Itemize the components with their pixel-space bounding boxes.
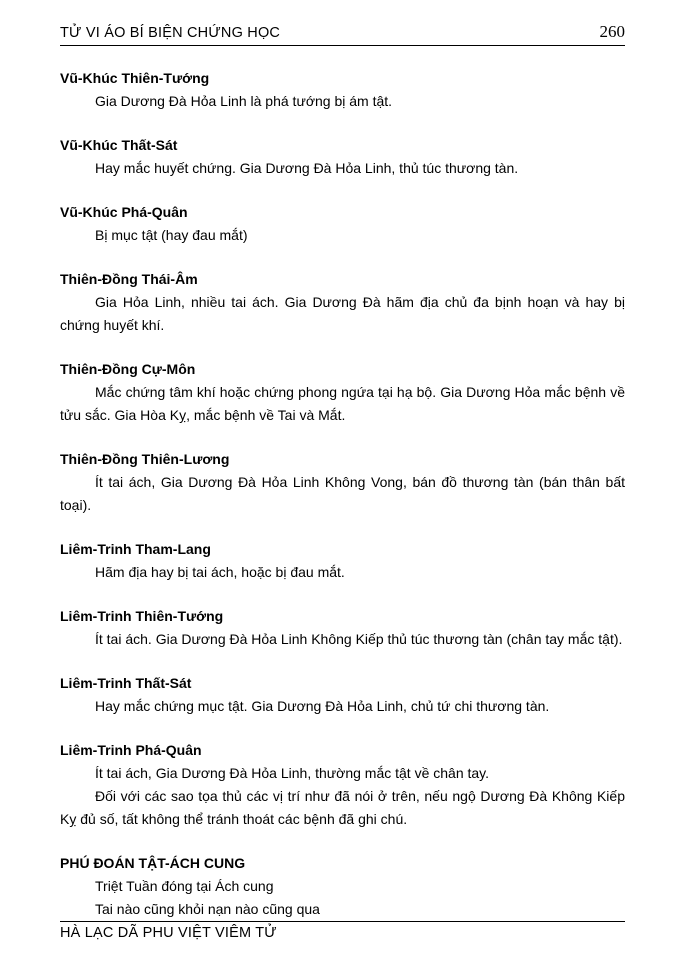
section-paragraphs — [60, 381, 625, 427]
page-header — [60, 22, 625, 46]
section-paragraphs — [60, 291, 625, 337]
section-heading: Liêm-Trinh Tham-Lang — [60, 541, 211, 557]
document-section — [60, 739, 625, 831]
paragraph: Ít tai ách. Gia Dương Đà Hỏa Linh Không Kiếp thủ túc thương tàn (chân tay mắc tật). — [95, 631, 623, 647]
paragraph: Gia Hỏa Linh, nhiều tai ách. Gia Dương Đà hãm địa chủ đa bịnh hoạn và hay bị chứng huyết khí. — [60, 294, 625, 333]
paragraph: Tai nào cũng khỏi nạn nào cũng qua — [95, 901, 320, 917]
document-section — [60, 852, 625, 921]
paragraph: Hay mắc chứng mục tật. Gia Dương Đà Hỏa Linh, chủ tứ chi thương tàn. — [95, 698, 550, 714]
section-heading: Vũ-Khúc Phá-Quân — [60, 204, 188, 220]
section-heading: Liêm-Trinh Phá-Quân — [60, 742, 202, 758]
section-paragraphs — [60, 157, 625, 180]
paragraph: Hãm địa hay bị tai ách, hoặc bị đau mắt. — [95, 564, 345, 580]
header-title: TỬ VI ÁO BÍ BIỆN CHỨNG HỌC — [60, 25, 281, 41]
document-section — [60, 605, 625, 651]
section-heading: Thiên-Đồng Thái-Âm — [60, 271, 198, 287]
page-number: 260 — [599, 22, 625, 41]
document-section — [60, 358, 625, 427]
document-section — [60, 672, 625, 718]
paragraph: Triệt Tuần đóng tại Ách cung — [95, 878, 274, 894]
section-paragraphs — [60, 561, 625, 584]
footer-text: HÀ LẠC DÃ PHU VIỆT VIÊM TỬ — [60, 925, 277, 941]
paragraph: Ít tai ách, Gia Dương Đà Hỏa Linh, thường mắc tật về chân tay. — [95, 765, 490, 781]
document-section — [60, 538, 625, 584]
section-heading: Vũ-Khúc Thiên-Tướng — [60, 70, 210, 86]
document-section — [60, 67, 625, 113]
document-body — [60, 67, 625, 921]
paragraph: Hay mắc huyết chứng. Gia Dương Đà Hỏa Linh, thủ túc thương tàn. — [95, 160, 519, 176]
section-heading: PHÚ ĐOÁN TẬT-ÁCH CUNG — [60, 855, 246, 871]
paragraph: Bị mục tật (hay đau mắt) — [95, 227, 248, 243]
page-footer — [60, 921, 625, 941]
section-paragraphs — [60, 762, 625, 831]
section-paragraphs — [60, 90, 625, 113]
paragraph: Đối với các sao tọa thủ các vị trí như đã nói ở trên, nếu ngộ Dương Đà Không Kiếp Kỵ đủ số, tất không thể tránh thoát các bệnh đã ghi chú. — [60, 788, 625, 827]
section-heading: Thiên-Đồng Cự-Môn — [60, 361, 196, 377]
document-section — [60, 268, 625, 337]
document-section — [60, 201, 625, 247]
section-paragraphs — [60, 875, 625, 921]
document-section — [60, 448, 625, 517]
section-paragraphs — [60, 628, 625, 651]
section-paragraphs — [60, 471, 625, 517]
document-section — [60, 134, 625, 180]
paragraph: Gia Dương Đà Hỏa Linh là phá tướng bị ám tật. — [95, 93, 393, 109]
paragraph: Ít tai ách, Gia Dương Đà Hỏa Linh Không Vong, bán đồ thương tàn (bán thân bất toại). — [60, 474, 625, 513]
section-heading: Vũ-Khúc Thất-Sát — [60, 137, 178, 153]
section-heading: Thiên-Đồng Thiên-Lương — [60, 451, 230, 467]
paragraph: Mắc chứng tâm khí hoặc chứng phong ngứa tại hạ bộ. Gia Dương Hỏa mắc bệnh về tửu sắc. Gia Hòa Kỵ, mắc bệnh về Tai và Mắt. — [60, 384, 625, 423]
section-paragraphs — [60, 695, 625, 718]
section-paragraphs — [60, 224, 625, 247]
section-heading: Liêm-Trinh Thất-Sát — [60, 675, 192, 691]
section-heading: Liêm-Trinh Thiên-Tướng — [60, 608, 224, 624]
